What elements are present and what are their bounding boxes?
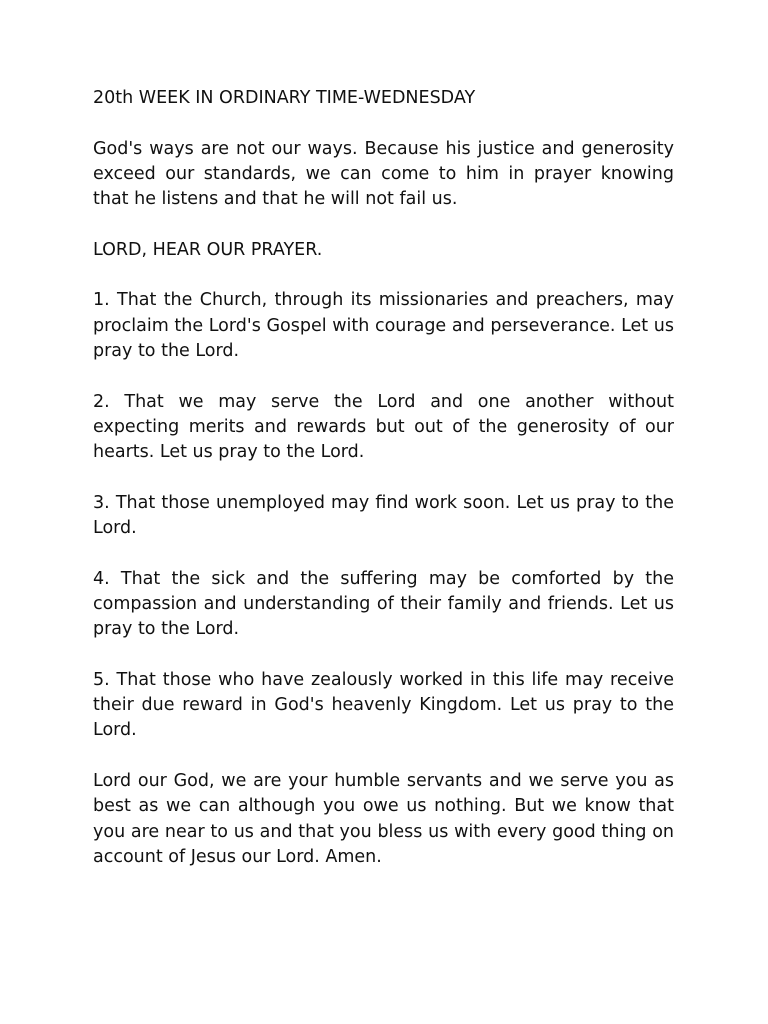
petition-5: 5. That those who have zealously worked in this life may receive their due reward in God's heavenly Kingdom. Let us pray to the Lord.	[93, 669, 674, 741]
petition-3: 3. That those unemployed may find work soon. Let us pray to the Lord.	[93, 492, 674, 539]
closing-prayer: Lord our God, we are your humble servants and we serve you as best as we can although you owe us nothing. But we know that you are near to us and that you bless us with every good thing on account of Jesus our Lord. Amen.	[93, 771, 674, 867]
petition-1: 1. That the Church, through its missionaries and preachers, may proclaim the Lord's Gospel with courage and perseverance. Let us pray to the Lord.	[93, 290, 674, 361]
petition-4: 4. That the sick and the suffering may be comforted by the compassion and understanding of their family and friends. Let us pray to the Lord.	[93, 568, 674, 640]
response-line: LORD, HEAR OUR PRAYER.	[93, 239, 323, 260]
intro-paragraph: God's ways are not our ways. Because his justice and generosity exceed our standards, we can come to him in prayer knowing that he listens and that he will not fail us.	[93, 138, 674, 210]
document-title: 20th WEEK IN ORDINARY TIME-WEDNESDAY	[93, 88, 476, 108]
document-page	[93, 86, 674, 896]
petition-2: 2. That we may serve the Lord and one another without expecting merits and rewards but out of the generosity of our hearts. Let us pray to the Lord.	[93, 391, 674, 463]
